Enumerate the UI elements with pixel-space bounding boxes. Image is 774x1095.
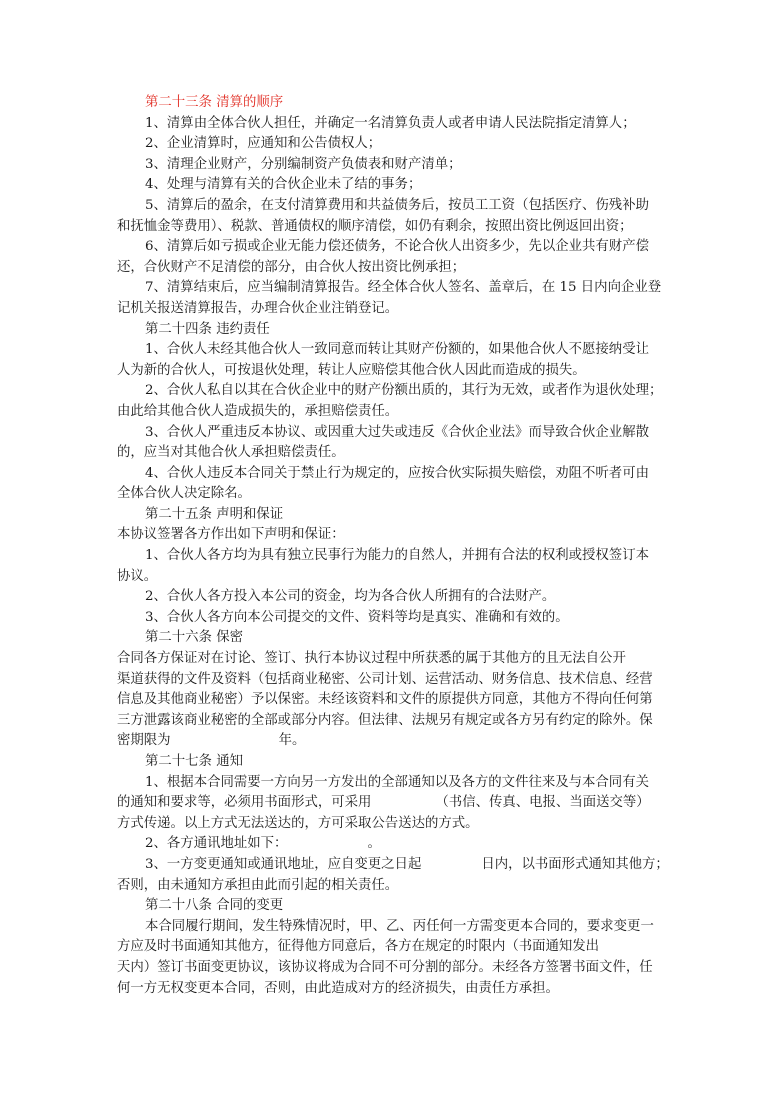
article-23-item-7-line-2: 记机关报送清算报告，办理合伙企业注销登记。 [117,300,399,316]
confidentiality-period-unit: 年。 [278,733,306,749]
article-24-item-4-line-2: 全体合伙人决定除名。 [117,486,251,502]
article-24-item-3-line-1: 3、合伙人严重违反本协议、或因重大过失或违反《合伙企业法》而导致合伙企业解散 [145,424,649,440]
article-23-item-6-line-2: 还，合伙财产不足清偿的部分，由合伙人按出资比例承担； [117,259,466,275]
article-23-title: 第二十三条 清算的顺序 [145,95,284,110]
article-28-para-line-4: 何一方无权变更本合同，否则，由此造成对方的经济损失，由责任方承担。 [117,980,559,996]
article-26-para-line-1: 合同各方保证对在讨论、签订、执行本协议过程中所获悉的属于其他方的且无法自公开 [117,651,626,667]
article-24-title: 第二十四条 违约责任 [145,321,270,337]
article-26-para-line-4: 三方泄露该商业秘密的全部或部分内容。但法律、法规另有规定或各方另有约定的除外。保 [117,712,653,728]
article-25-item-1-line-1: 1、合伙人各方均为具有独立民事行为能力的自然人，并拥有合法的权利或授权签订本 [145,548,649,564]
article-27-item-2 [117,834,657,855]
notice-method-examples: （书信、传真、电报、当面送交等） [435,795,650,811]
change-notice-text: 3、一方变更通知或通讯地址，应自变更之日起 [145,856,422,872]
article-27-item-1-line-2 [117,793,657,814]
change-notice-rest: 日内，以书面形式通知其他方； [481,856,669,872]
document-page [117,93,669,999]
article-23-item-2: 2、企业清算时，应通知和公告债权人； [145,136,382,152]
article-23-item-5-line-1: 5、清算后的盈余，在支付清算费用和共益债务后，按员工工资（包括医疗、伤残补助 [145,197,649,213]
article-24-item-1-line-1: 1、合伙人未经其他合伙人一致同意而转让其财产份额的，如果他合伙人不愿接纳受让 [145,342,649,358]
article-23-item-1: 1、清算由全体合伙人担任，并确定一名清算负责人或者申请人民法院指定清算人； [145,115,636,131]
article-26-title: 第二十六条 保密 [145,630,243,646]
article-28-para-line-2: 方应及时书面通知其他方，征得他方同意后，各方在规定的时限内（书面通知发出 [117,939,600,955]
address-end: 。 [367,836,381,852]
article-27-title: 第二十七条 通知 [145,754,243,769]
article-26-para-line-3: 信息及其他商业秘密）予以保密。未经该资料和文件的原提供方同意，其他方不得向任何第 [117,692,653,708]
article-24-item-2-line-2: 由此给其他合伙人造成损失的，承担赔偿责任。 [117,403,399,419]
article-25-title: 第二十五条 声明和保证 [145,506,284,522]
notice-method-text: 的通知和要求等，必须用书面形式，可采用 [117,795,372,811]
address-label: 2、各方通讯地址如下： [145,836,288,852]
confidentiality-period-label: 密期限为 [117,733,171,749]
article-27-item-3-line-1 [117,855,669,876]
article-26-para-line-5 [117,731,657,752]
article-28-title: 第二十八条 合同的变更 [145,898,284,914]
article-25-item-2: 2、合伙人各方投入本公司的资金，均为各合伙人所拥有的合法财产。 [145,589,556,605]
article-27-item-1-line-1: 1、根据本合同需要一方向另一方发出的全部通知以及各方的文件往来及与本合同有关 [145,774,649,790]
article-25-item-1-line-2: 协议。 [117,568,158,584]
article-24-item-4-line-1: 4、合伙人违反本合同关于禁止行为规定的，应按合伙实际损失赔偿，劝阻不听者可由 [145,465,649,481]
article-28-para-line-1: 本合同履行期间，发生特殊情况时，甲、乙、丙任何一方需变更本合同的，要求变更一 [145,918,654,934]
article-23-item-5-line-2: 和抚恤金等费用）、税款、普通债权的顺序清偿，如仍有剩余，按照出资比例返回出资； [117,218,633,234]
article-23-item-3: 3、清理企业财产，分别编制资产负债表和财产清单； [145,156,462,172]
article-24-item-3-line-2: 的，应当对其他合伙人承担赔偿责任。 [117,445,345,461]
article-24-item-1-line-2: 人为新的合伙人，可按退伙处理，转让人应赔偿其他合伙人因此而造成的损失。 [117,362,586,378]
article-26-para-line-2: 渠道获得的文件及资料（包括商业秘密、公司计划、运营活动、财务信息、技术信息、经营 [117,671,653,687]
article-24-item-2-line-1: 2、合伙人私自以其在合伙企业中的财产份额出质的，其行为无效，或者作为退伙处理； [145,383,663,399]
article-25-item-3: 3、合伙人各方向本公司提交的文件、资料等均是真实、准确和有效的。 [145,609,569,625]
article-23-item-4: 4、处理与清算有关的合伙企业未了结的事务； [145,177,422,193]
article-25-intro: 本协议签署各方作出如下声明和保证： [117,527,345,543]
article-23-item-7-line-1: 7、清算结束后，应当编制清算报告。经全体合伙人签名、盖章后，在 15 日内向企业登 [145,280,662,296]
article-27-item-3-line-2: 否则，由未通知方承担由此而引起的相关责任。 [117,877,399,893]
article-23-item-6-line-1: 6、清算后如亏损或企业无能力偿还债务，不论合伙人出资多少，先以企业共有财产偿 [145,239,649,255]
article-28-para-line-3: 天内）签订书面变更协议，该协议将成为合同不可分割的部分。未经各方签署书面文件，任 [117,959,653,975]
article-27-item-1-line-3: 方式传递。以上方式无法送达的，方可采取公告送达的方式。 [117,815,479,831]
